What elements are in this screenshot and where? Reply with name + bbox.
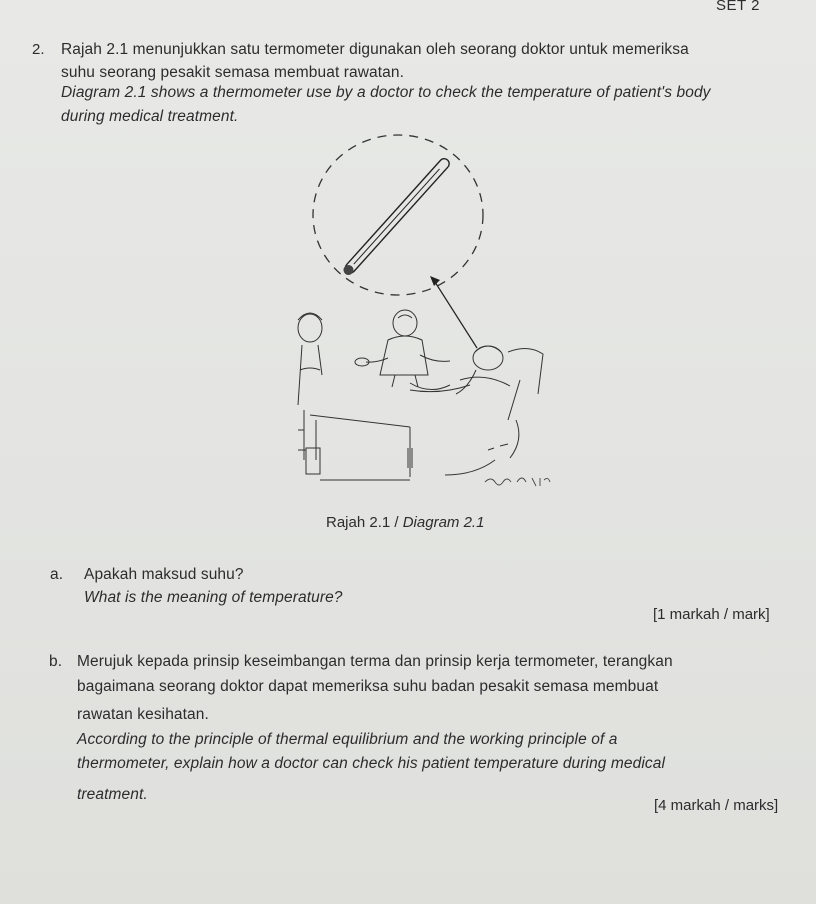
diagram-figure bbox=[280, 130, 580, 500]
part-b-question-malay-line-3: rawatan kesihatan. bbox=[77, 706, 209, 723]
part-b-question-english-line-1: According to the principle of thermal equilibrium and the working principle of a bbox=[77, 731, 618, 748]
part-a-marks: [1 markah / mark] bbox=[653, 606, 770, 623]
intro-malay-line-2: suhu seorang pesakit semasa membuat rawatan. bbox=[61, 64, 405, 81]
part-b-question-english-line-2: thermometer, explain how a doctor can check his patient temperature during medical bbox=[77, 755, 666, 772]
part-b-marks: [4 markah / marks] bbox=[654, 797, 779, 814]
nurse-drawing bbox=[298, 313, 322, 474]
part-a-label: a. bbox=[50, 566, 64, 583]
desk-drawing bbox=[310, 415, 412, 480]
patient-drawing bbox=[410, 346, 543, 475]
intro-english-line-1: Diagram 2.1 shows a thermometer use by a doctor to check the temperature of patient's body bbox=[61, 84, 711, 101]
intro-english-line-2: during medical treatment. bbox=[61, 108, 239, 125]
part-b-question-english-line-3: treatment. bbox=[77, 786, 148, 803]
part-a-question-english: What is the meaning of temperature? bbox=[84, 589, 343, 606]
set-label: SET 2 bbox=[716, 0, 760, 14]
part-b-question-malay-line-1: Merujuk kepada prinsip keseimbangan terma dan prinsip kerja termometer, terangkan bbox=[77, 653, 673, 670]
thermometer-icon bbox=[341, 157, 451, 277]
figure-caption-malay: Rajah 2.1 / bbox=[326, 514, 403, 531]
intro-malay-line-1: Rajah 2.1 menunjukkan satu termometer digunakan oleh seorang doktor untuk memeriksa bbox=[61, 41, 689, 58]
question-number: 2. bbox=[32, 41, 45, 58]
part-a-question-malay: Apakah maksud suhu? bbox=[84, 566, 244, 583]
part-b-label: b. bbox=[49, 653, 63, 670]
pointer-line bbox=[435, 282, 477, 348]
figure-caption bbox=[326, 514, 484, 531]
figure-caption-english: Diagram 2.1 bbox=[402, 514, 485, 531]
artist-signature bbox=[485, 478, 550, 486]
doctor-drawing bbox=[355, 310, 450, 387]
part-b-question-malay-line-2: bagaimana seorang doktor dapat memeriksa suhu badan pesakit semasa membuat bbox=[77, 678, 659, 695]
